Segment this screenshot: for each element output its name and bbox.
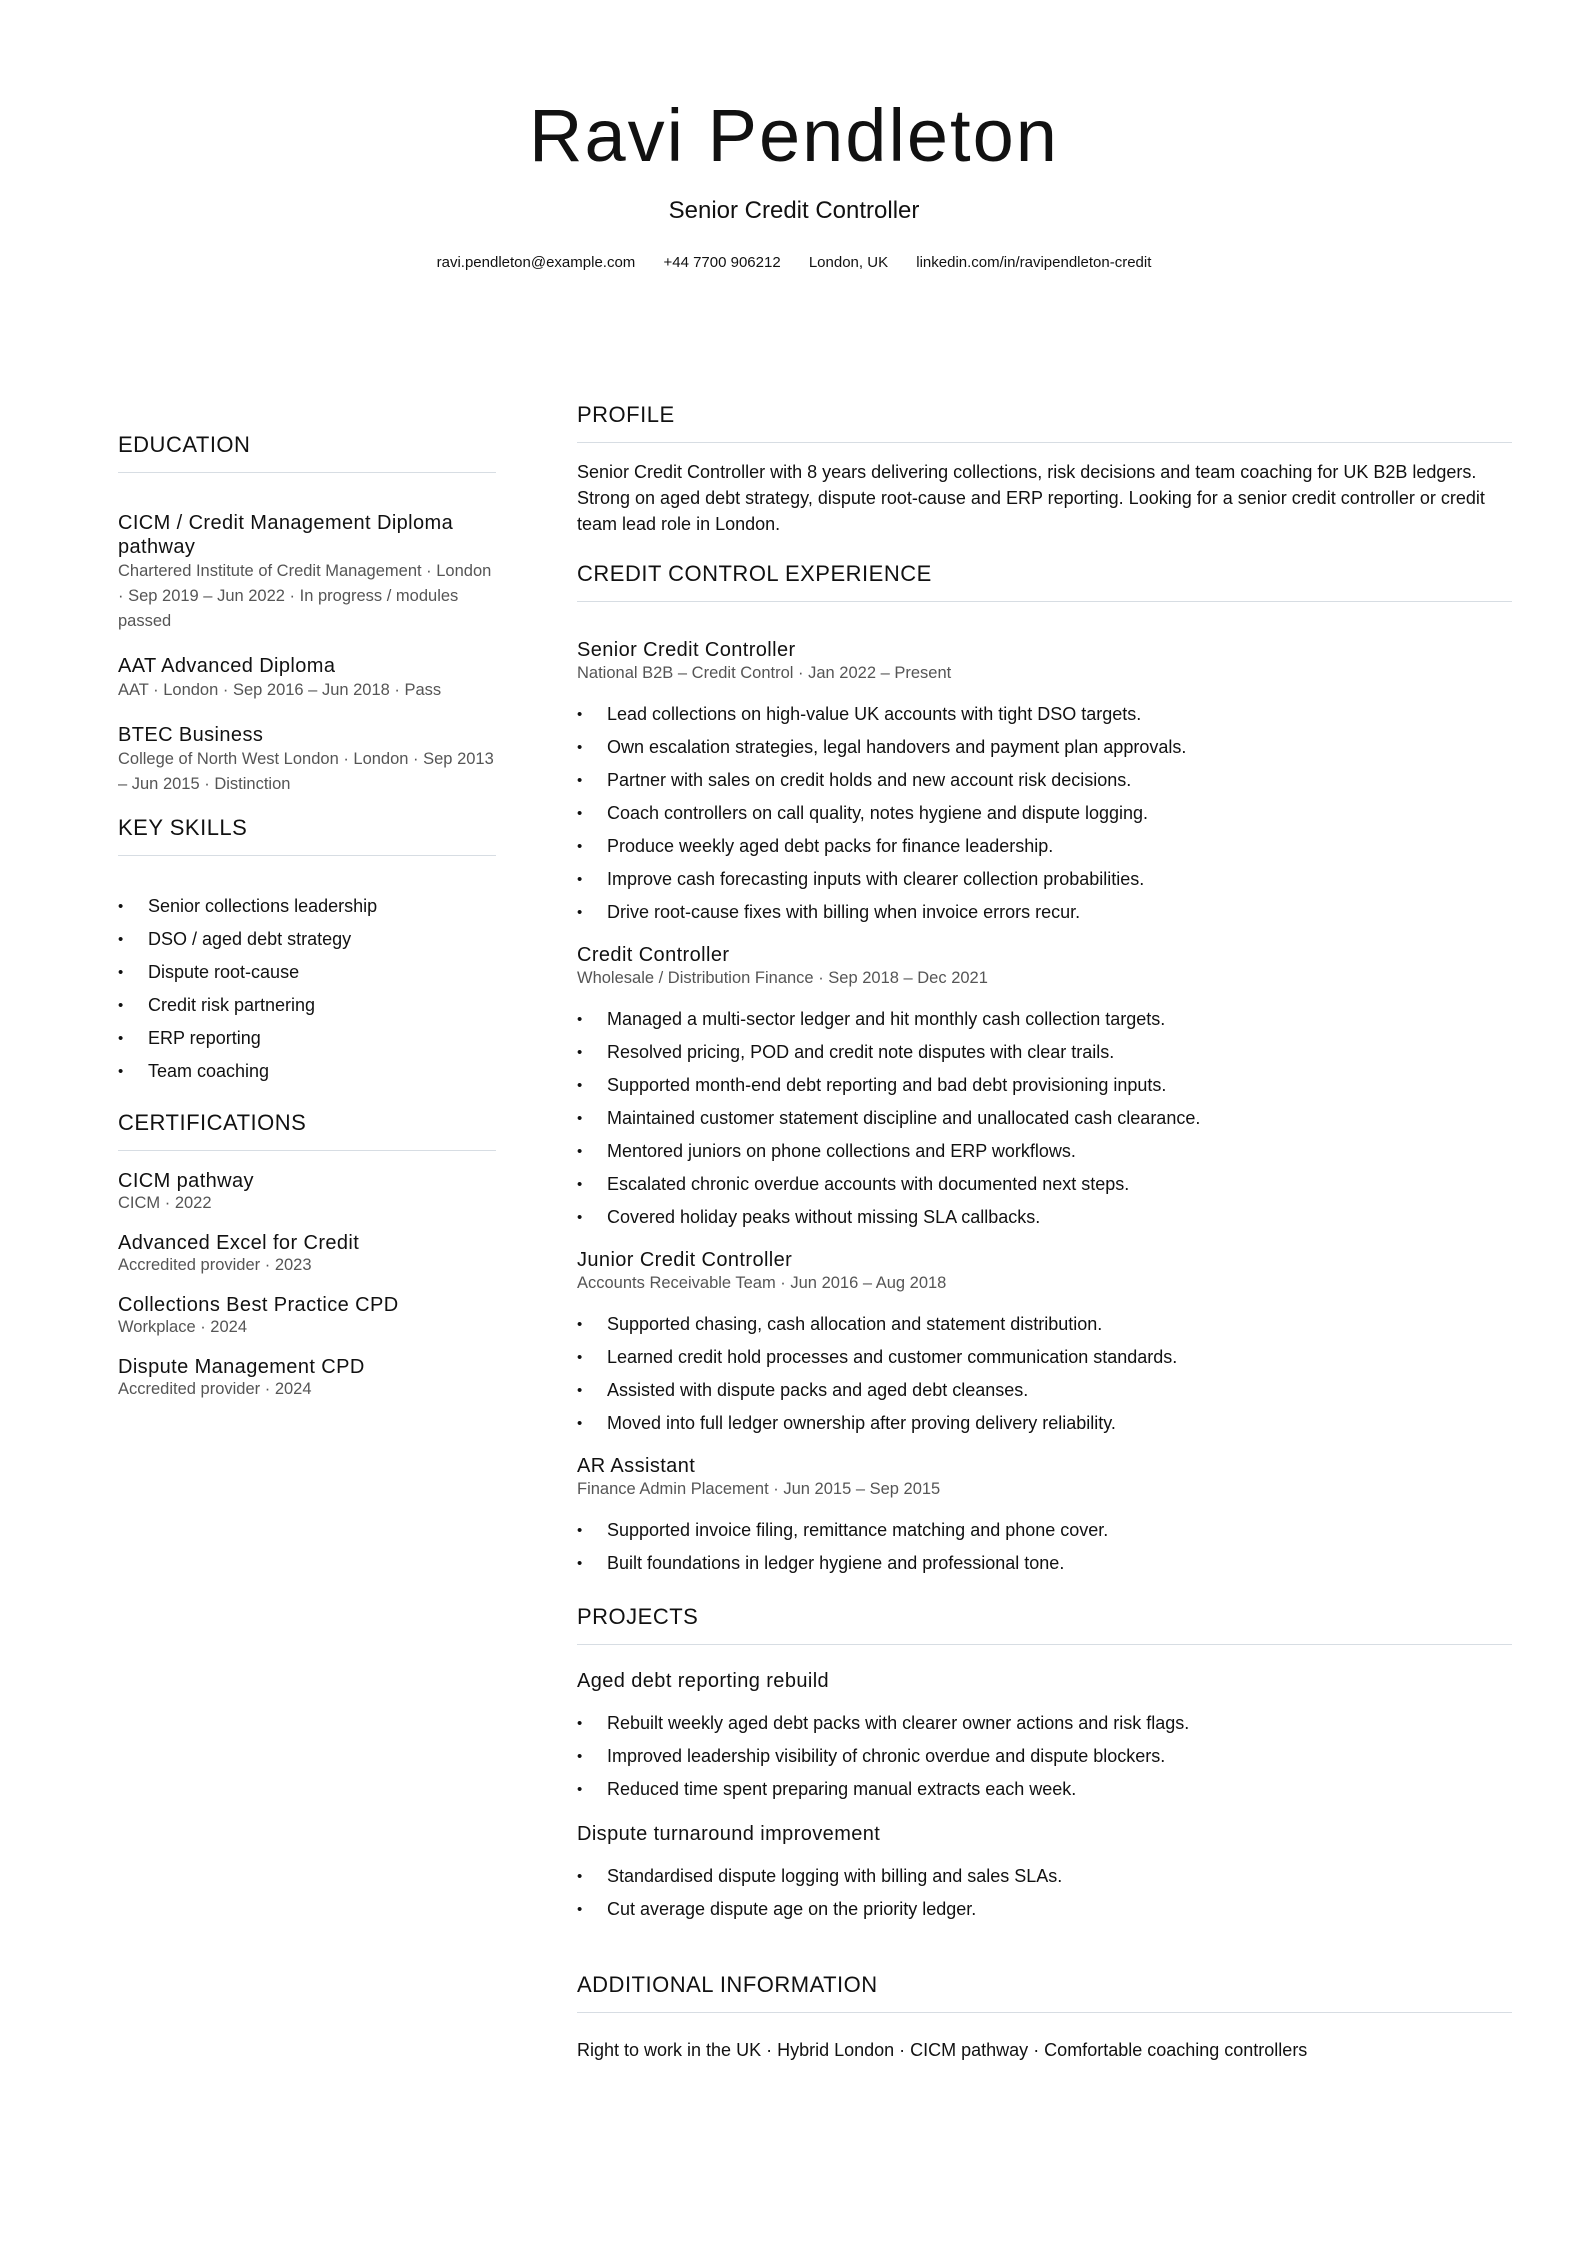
contact-phone: +44 7700 906212 — [663, 254, 781, 271]
profile-section — [577, 400, 1512, 537]
certification-title: CICM pathway — [118, 1170, 254, 1192]
certifications-section — [118, 1108, 496, 1399]
project-item — [577, 1822, 1512, 1926]
role-bullet: • Mentored juniors on phone collections and ERP workflows. — [577, 1135, 1512, 1168]
certification-item — [118, 1169, 496, 1213]
project-bullet: • Cut average dispute age on the priority ledger. — [577, 1893, 1512, 1926]
skills-section — [118, 813, 496, 1088]
role-bullet: • Managed a multi-sector ledger and hit monthly cash collection targets. — [577, 1003, 1512, 1036]
role-bullet: • Supported invoice filing, remittance matching and phone cover. — [577, 1514, 1512, 1547]
additional-info: Right to work in the UK · Hybrid London · CICM pathway · Comfortable coaching controllers — [577, 2040, 1308, 2060]
education-item — [118, 723, 496, 797]
certification-detail: Accredited provider · 2024 — [118, 1380, 312, 1398]
certification-item — [118, 1355, 496, 1399]
candidate-headline: Senior Credit Controller — [668, 197, 920, 224]
projects-section — [577, 1602, 1512, 1926]
section-title-profile: PROFILE — [577, 400, 1512, 443]
role-bullet: • Moved into full ledger ownership after proving delivery reliability. — [577, 1407, 1512, 1440]
role-bullet: • Resolved pricing, POD and credit note disputes with clear trails. — [577, 1036, 1512, 1069]
project-item — [577, 1669, 1512, 1806]
left-column — [118, 430, 496, 1417]
role-bullet: • Improve cash forecasting inputs with clearer collection probabilities. — [577, 863, 1512, 896]
skill-item: • Senior collections leadership — [118, 890, 496, 923]
role-bullet: • Built foundations in ledger hygiene and professional tone. — [577, 1547, 1512, 1580]
role-bullet: • Escalated chronic overdue accounts with documented next steps. — [577, 1168, 1512, 1201]
project-title: Dispute turnaround improvement — [577, 1823, 881, 1845]
section-title-projects: PROJECTS — [577, 1602, 1512, 1645]
experience-role — [577, 638, 1512, 929]
skill-item: • Team coaching — [118, 1055, 496, 1088]
certification-item — [118, 1293, 496, 1337]
education-item — [118, 654, 496, 703]
role-meta: Wholesale / Distribution Finance · Sep 2018 – Dec 2021 — [577, 969, 988, 987]
section-title-education: EDUCATION — [118, 430, 496, 473]
section-title-skills: KEY SKILLS — [118, 813, 496, 856]
certification-detail: Accredited provider · 2023 — [118, 1256, 312, 1274]
contact-line — [0, 252, 1588, 274]
project-title: Aged debt reporting rebuild — [577, 1670, 830, 1692]
role-bullet: • Assisted with dispute packs and aged debt cleanses. — [577, 1374, 1512, 1407]
section-title-experience: CREDIT CONTROL EXPERIENCE — [577, 559, 1512, 602]
role-bullet: • Lead collections on high-value UK accounts with tight DSO targets. — [577, 698, 1512, 731]
role-bullet: • Coach controllers on call quality, notes hygiene and dispute logging. — [577, 797, 1512, 830]
education-detail: AAT · London · Sep 2016 – Jun 2018 · Pass — [118, 681, 442, 699]
role-title: Senior Credit Controller — [577, 639, 796, 661]
role-bullet: • Own escalation strategies, legal handovers and payment plan approvals. — [577, 731, 1512, 764]
role-bullet: • Maintained customer statement discipline and unallocated cash clearance. — [577, 1102, 1512, 1135]
experience-role — [577, 1454, 1512, 1580]
role-bullet: • Covered holiday peaks without missing SLA callbacks. — [577, 1201, 1512, 1234]
role-bullet: • Supported month-end debt reporting and bad debt provisioning inputs. — [577, 1069, 1512, 1102]
certification-title: Collections Best Practice CPD — [118, 1294, 399, 1316]
skill-item: • ERP reporting — [118, 1022, 496, 1055]
section-title-additional: ADDITIONAL INFORMATION — [577, 1970, 1512, 2013]
role-bullet: • Drive root-cause fixes with billing when invoice errors recur. — [577, 896, 1512, 929]
contact-linkedin: linkedin.com/in/ravipendleton-credit — [916, 254, 1152, 271]
candidate-name: Ravi Pendleton — [529, 94, 1059, 177]
contact-email: ravi.pendleton@example.com — [436, 254, 636, 271]
education-title: CICM / Credit Management Diploma pathway — [118, 512, 454, 558]
skill-item: • Credit risk partnering — [118, 989, 496, 1022]
certification-detail: CICM · 2022 — [118, 1194, 212, 1212]
role-meta: Accounts Receivable Team · Jun 2016 – Aug 2018 — [577, 1274, 947, 1292]
project-bullet: • Standardised dispute logging with billing and sales SLAs. — [577, 1860, 1512, 1893]
education-item — [118, 511, 496, 634]
role-bullet: • Supported chasing, cash allocation and statement distribution. — [577, 1308, 1512, 1341]
contact-location: London, UK — [808, 254, 889, 271]
role-meta: National B2B – Credit Control · Jan 2022 – Present — [577, 664, 952, 682]
education-title: AAT Advanced Diploma — [118, 655, 336, 677]
certification-title: Advanced Excel for Credit — [118, 1232, 360, 1254]
education-title: BTEC Business — [118, 724, 264, 746]
project-bullet: • Improved leadership visibility of chronic overdue and dispute blockers. — [577, 1740, 1512, 1773]
education-section — [118, 430, 496, 797]
skill-item: • Dispute root-cause — [118, 956, 496, 989]
additional-section — [577, 1970, 1512, 2063]
certification-item — [118, 1231, 496, 1275]
education-detail: College of North West London · London · Sep 2013 – Jun 2015 · Distinction — [118, 750, 494, 793]
profile-summary: Senior Credit Controller with 8 years delivering collections, risk decisions and team coaching for UK B2B ledgers. Strong on aged debt strategy, dispute root-cause and ERP reporting. Looking for a senior credit controller or credit team lead role in London. — [577, 462, 1485, 534]
role-meta: Finance Admin Placement · Jun 2015 – Sep 2015 — [577, 1480, 941, 1498]
right-column — [577, 400, 1512, 2063]
role-title: Junior Credit Controller — [577, 1249, 793, 1271]
role-bullet: • Produce weekly aged debt packs for finance leadership. — [577, 830, 1512, 863]
experience-role — [577, 1248, 1512, 1440]
experience-section — [577, 559, 1512, 1580]
role-title: Credit Controller — [577, 944, 730, 966]
section-title-certifications: CERTIFICATIONS — [118, 1108, 496, 1151]
certification-detail: Workplace · 2024 — [118, 1318, 248, 1336]
role-bullet: • Learned credit hold processes and customer communication standards. — [577, 1341, 1512, 1374]
project-bullet: • Reduced time spent preparing manual extracts each week. — [577, 1773, 1512, 1806]
skill-item: • DSO / aged debt strategy — [118, 923, 496, 956]
role-bullet: • Partner with sales on credit holds and new account risk decisions. — [577, 764, 1512, 797]
experience-role — [577, 943, 1512, 1234]
education-detail: Chartered Institute of Credit Management · London · Sep 2019 – Jun 2022 · In progress / modules passed — [118, 562, 492, 630]
project-bullet: • Rebuilt weekly aged debt packs with clearer owner actions and risk flags. — [577, 1707, 1512, 1740]
role-title: AR Assistant — [577, 1455, 696, 1477]
certification-title: Dispute Management CPD — [118, 1356, 365, 1378]
